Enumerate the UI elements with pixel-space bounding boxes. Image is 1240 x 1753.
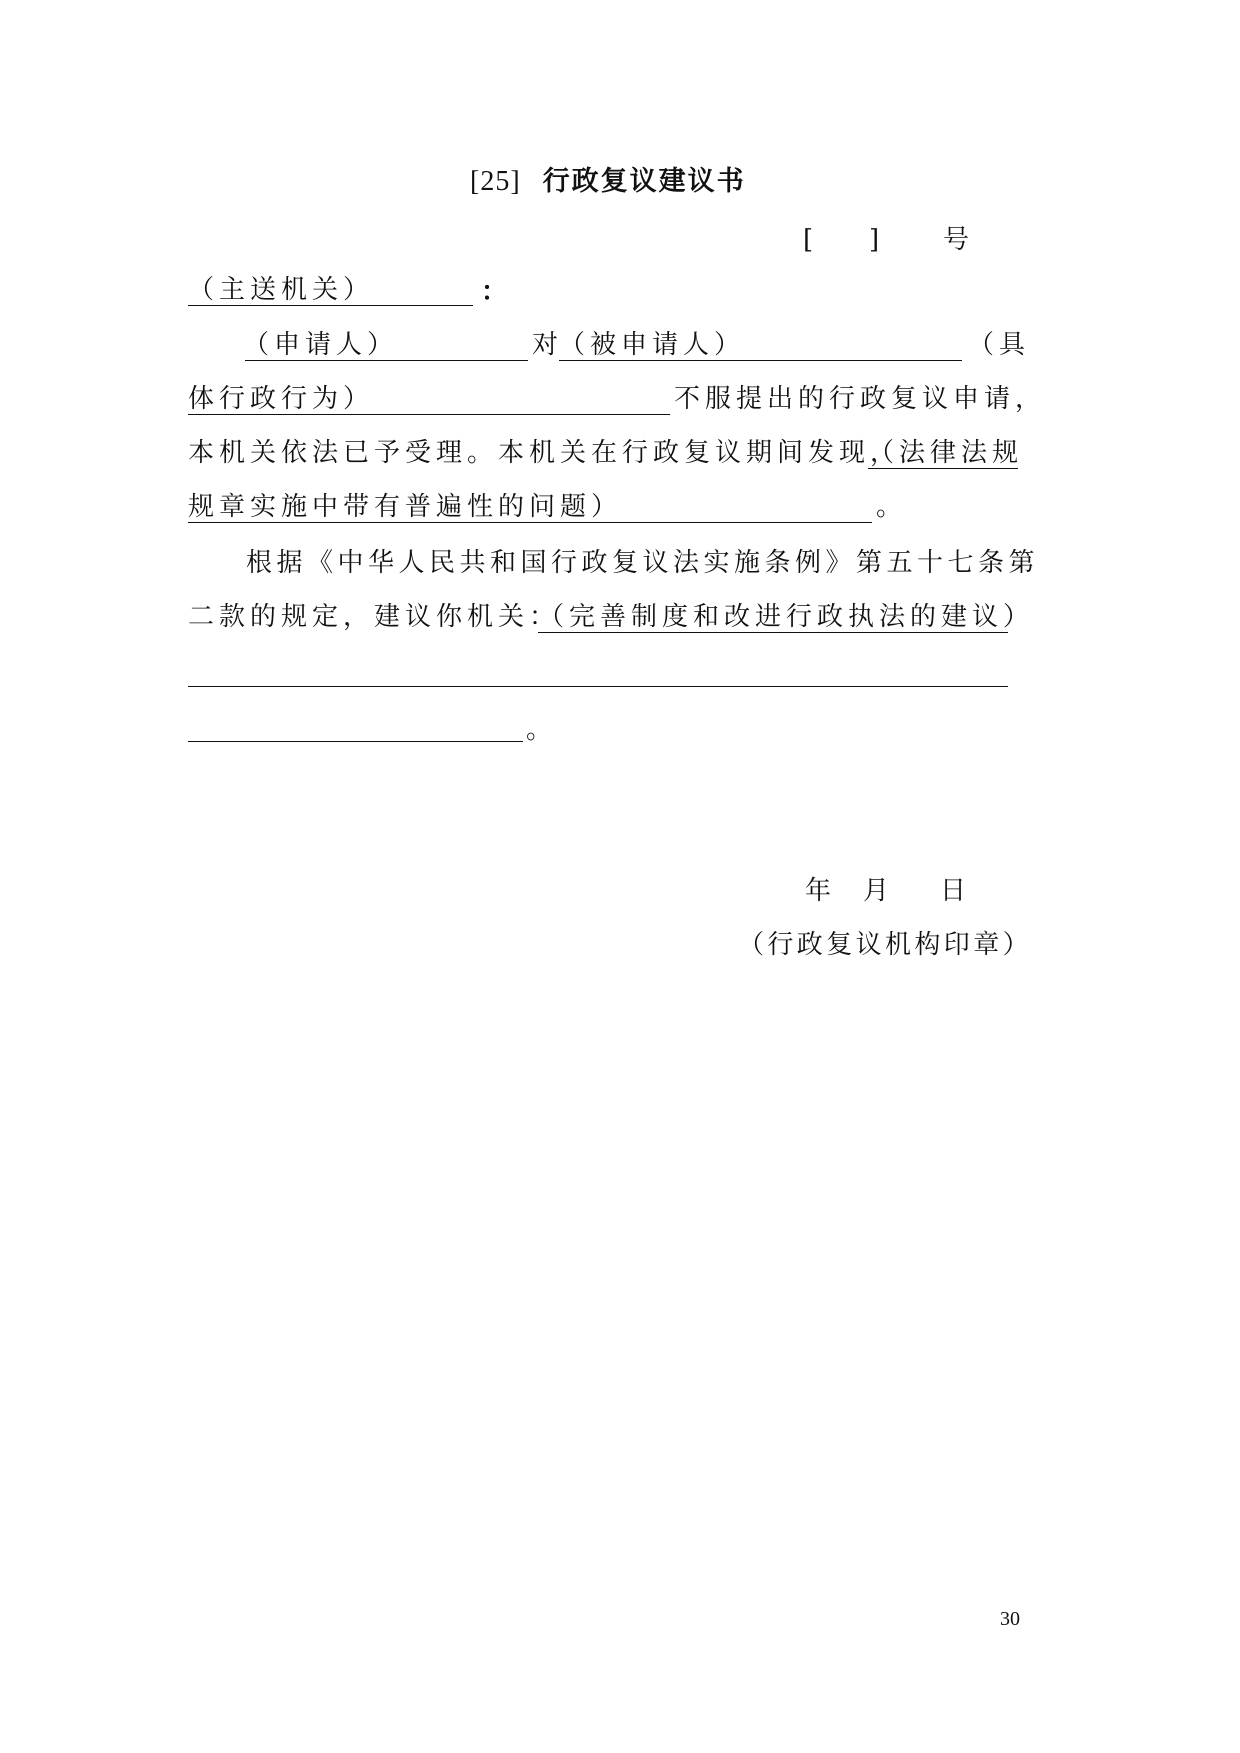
legal-basis-text: 根据《中华人民共和国行政复议法实施条例》第五十七条第 xyxy=(246,548,1040,578)
document-title xyxy=(470,162,746,202)
form-number: [25] xyxy=(470,166,521,197)
issue-placeholder-part2: 规章实施中带有普遍性的问题） xyxy=(188,492,623,522)
applicant-placeholder: （申请人） xyxy=(243,330,399,360)
issue-underline-part2 xyxy=(188,522,872,523)
suggest-intro-text: 二款的规定，建议你机关： xyxy=(188,602,561,632)
recipient-colon: ： xyxy=(481,277,513,307)
suggestion-underline-1 xyxy=(538,632,1008,633)
issue-placeholder-part1: （法律法规 xyxy=(868,438,1024,468)
specific-act-part2: 体行政行为） xyxy=(188,384,375,414)
suggestion-underline-3 xyxy=(188,741,523,742)
recipient-placeholder: （主送机关） xyxy=(188,275,375,305)
issue-underline-part1 xyxy=(868,468,1018,469)
date-day: 日 xyxy=(940,876,972,906)
objection-text: 不服提出的行政复议申请， xyxy=(674,384,1047,414)
docno-suffix: 号 xyxy=(943,225,970,255)
acceptance-text: 本机关依法已予受理。本机关在行政复议期间发现， xyxy=(188,438,902,468)
suggestion-underline-2 xyxy=(188,686,1008,687)
recipient-underline xyxy=(188,305,473,306)
suggestion-period: 。 xyxy=(526,715,558,745)
review-body-seal: （行政复议机构印章） xyxy=(738,930,1033,960)
specific-act-part1: （具 xyxy=(968,330,1031,360)
page-number: 30 xyxy=(1000,1608,1020,1630)
issue-period: 。 xyxy=(876,492,908,522)
date-year: 年 xyxy=(805,876,837,906)
docno-close-bracket: ] xyxy=(869,225,880,255)
specific-act-underline xyxy=(188,414,670,415)
respondent-placeholder: （被申请人） xyxy=(559,330,746,360)
docno-open-bracket: [ xyxy=(803,225,814,255)
form-title: 行政复议建议书 xyxy=(542,166,746,197)
respondent-underline xyxy=(559,360,962,361)
suggestion-placeholder: （完善制度和改进行政执法的建议） xyxy=(538,602,1035,632)
applicant-underline xyxy=(245,360,528,361)
dui-text: 对 xyxy=(532,330,564,360)
date-month: 月 xyxy=(863,876,895,906)
